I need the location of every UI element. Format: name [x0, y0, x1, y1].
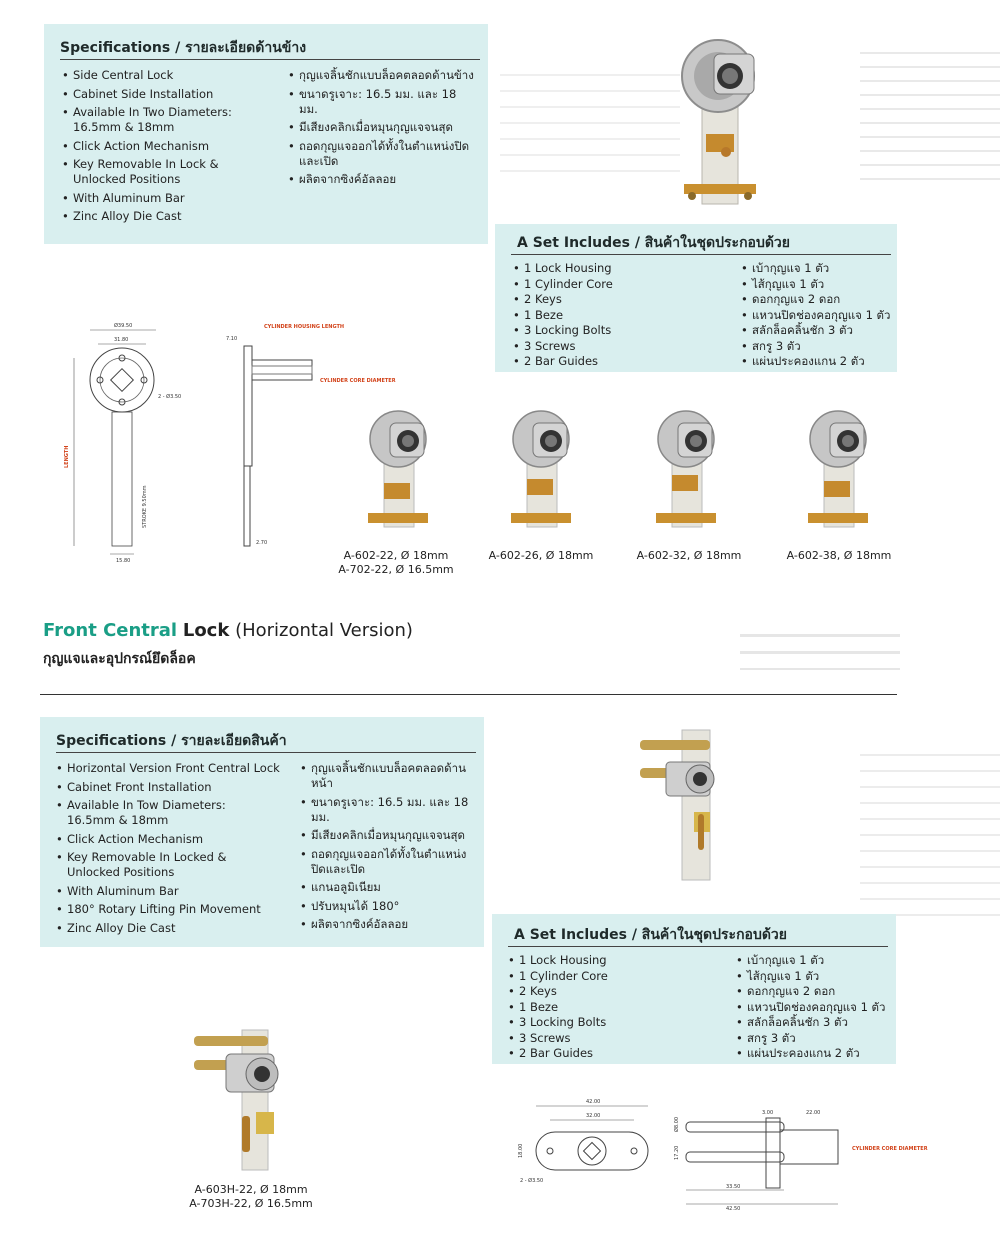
- dim-label: 7.10: [226, 336, 238, 342]
- dim-label: 2 - Ø3.50: [158, 394, 182, 400]
- product-code: A-602-22, Ø 18mm: [343, 549, 449, 562]
- side-lock-front-drawing: [60, 318, 182, 566]
- title-green: Front Central: [43, 620, 178, 641]
- front-lock-side-drawing: [666, 1104, 928, 1212]
- product-code: A-602-38, Ø 18mm: [786, 549, 892, 562]
- set-item: • ดอกกุญแจ 2 ดอก: [741, 293, 895, 305]
- title-bold: Lock: [182, 620, 230, 641]
- dim-label: STROKE 9.50mm: [142, 485, 148, 528]
- front-lock-specs-panel: [40, 717, 484, 947]
- dim-label: 33.50: [726, 1184, 741, 1190]
- dim-label: Ø39.50: [114, 323, 133, 329]
- spec-item: • ถอดกุญแจออกได้ทั้งในตำแหน่งปิดและเปิด: [288, 139, 478, 169]
- set-item: • แหวนปิดช่องคอกุญแจ 1 ตัว: [736, 1001, 894, 1013]
- set-item: • 1 Cylinder Core: [508, 970, 688, 982]
- dim-label: CYLINDER CORE DIAMETER: [320, 378, 396, 384]
- spec-item: • มีเสียงคลิกเมื่อหมุนกุญแจจนสุด: [300, 828, 480, 843]
- product-caption: [476, 549, 606, 563]
- product-caption: [774, 549, 904, 563]
- set-item: • 2 Bar Guides: [513, 355, 693, 367]
- side-lock-specs-en: [62, 68, 242, 228]
- front-lock-set-panel: [492, 914, 896, 1064]
- set-item: • 1 Cylinder Core: [513, 278, 693, 290]
- product-code: A-602-26, Ø 18mm: [488, 549, 594, 562]
- spec-item: • 180° Rotary Lifting Pin Movement: [56, 902, 286, 917]
- spec-item: • ขนาดรูเจาะ: 16.5 มม. และ 18 มม.: [300, 795, 480, 825]
- dim-label: 42.00: [586, 1099, 601, 1105]
- front-lock-specs-title: Specifications / รายละเอียดสินค้า: [56, 733, 287, 749]
- product-photo-a602-22: [360, 405, 440, 535]
- side-lock-specs-th: [288, 68, 478, 191]
- spec-item: • ถอดกุญแจออกได้ทั้งในตำแหน่งปิดและเปิด: [300, 847, 480, 877]
- set-item: • 1 Lock Housing: [513, 262, 693, 274]
- front-lock-photo-main: [630, 722, 730, 892]
- set-item: • สกรู 3 ตัว: [741, 340, 895, 352]
- product-code: A-702-22, Ø 16.5mm: [338, 563, 454, 576]
- bleed-through-text: [740, 620, 900, 670]
- set-item: • 3 Screws: [508, 1032, 688, 1044]
- set-item: • 2 Keys: [508, 985, 688, 997]
- product-caption: [624, 549, 754, 563]
- dim-label: Ø8.00: [674, 1116, 680, 1132]
- dim-label: 32.00: [586, 1113, 601, 1119]
- spec-item: • Horizontal Version Front Central Lock: [56, 761, 286, 776]
- front-lock-set-rule: [508, 946, 888, 947]
- side-lock-specs-title: Specifications / รายละเอียดด้านข้าง: [60, 40, 307, 56]
- spec-item: • Side Central Lock: [62, 68, 242, 83]
- set-item: • แผ่นประคองแกน 2 ตัว: [741, 355, 895, 367]
- front-lock-specs-en: [56, 761, 286, 939]
- front-lock-photo-secondary: [180, 1020, 300, 1180]
- set-item: • เบ้ากุญแจ 1 ตัว: [736, 954, 894, 966]
- set-item: • สลักล็อคลิ้นชัก 3 ตัว: [741, 324, 895, 336]
- spec-item: • Cabinet Side Installation: [62, 87, 242, 102]
- spec-item: • Available In Tow Diameters: 16.5mm & 18mm: [56, 798, 231, 828]
- bleed-through-text: [860, 740, 1000, 920]
- side-lock-set-th: [741, 262, 895, 371]
- set-item: • แหวนปิดช่องคอกุญแจ 1 ตัว: [741, 309, 895, 321]
- spec-item: • Key Removable In Lock & Unlocked Positions: [62, 157, 242, 187]
- side-lock-set-panel: [495, 224, 897, 372]
- dim-label: 3.00: [762, 1110, 774, 1116]
- side-lock-set-title: A Set Includes / สินค้าในชุดประกอบด้วย: [517, 235, 790, 251]
- dim-label: 15.80: [116, 558, 131, 564]
- set-item: • 1 Lock Housing: [508, 954, 688, 966]
- spec-item: • แกนอลูมิเนียม: [300, 880, 480, 895]
- side-lock-specs-panel: [44, 24, 488, 244]
- spec-item: • ปรับหมุนได้ 180°: [300, 899, 480, 914]
- set-item: • 2 Bar Guides: [508, 1047, 688, 1059]
- set-item: • 1 Beze: [508, 1001, 688, 1013]
- section-divider: [40, 694, 897, 695]
- side-lock-side-drawing: [220, 320, 396, 552]
- spec-item: • Key Removable In Locked & Unlocked Positions: [56, 850, 231, 880]
- front-lock-set-th: [736, 954, 894, 1063]
- product-code: A-703H-22, Ø 16.5mm: [189, 1197, 313, 1210]
- set-item: • สลักล็อคลิ้นชัก 3 ตัว: [736, 1016, 894, 1028]
- dim-label: 2.70: [256, 540, 268, 546]
- dim-label: CYLINDER HOUSING LENGTH: [264, 324, 345, 330]
- spec-item: • กุญแจลิ้นชักแบบล็อคตลอดด้านหน้า: [300, 761, 480, 791]
- set-item: • 1 Beze: [513, 309, 693, 321]
- front-lock-specs-th: [300, 761, 480, 936]
- spec-item: • ผลิตจากซิงค์อัลลอย: [288, 172, 478, 187]
- set-item: • ไส้กุญแจ 1 ตัว: [741, 278, 895, 290]
- product-photo-a602-26: [503, 405, 583, 535]
- set-item: • เบ้ากุญแจ 1 ตัว: [741, 262, 895, 274]
- product-photo-a602-38: [800, 405, 880, 535]
- front-lock-set-en: [508, 954, 688, 1063]
- title-rest: (Horizontal Version): [235, 620, 413, 641]
- set-item: • 3 Locking Bolts: [508, 1016, 688, 1028]
- front-lock-front-drawing: [516, 1096, 656, 1188]
- side-lock-photo-main: [670, 34, 770, 214]
- front-lock-specs-rule: [56, 752, 476, 753]
- spec-item: • Zinc Alloy Die Cast: [62, 209, 242, 224]
- dim-label: LENGTH: [64, 445, 70, 468]
- spec-item: • Cabinet Front Installation: [56, 780, 286, 795]
- spec-item: • ขนาดรูเจาะ: 16.5 มม. และ 18 มม.: [288, 87, 478, 117]
- spec-item: • Zinc Alloy Die Cast: [56, 921, 286, 936]
- front-lock-set-title: A Set Includes / สินค้าในชุดประกอบด้วย: [514, 927, 787, 943]
- dim-label: 18.00: [518, 1143, 524, 1158]
- front-lock-subtitle: กุญแจและอุปกรณ์ยึดล็อค: [43, 651, 196, 667]
- set-item: • ไส้กุญแจ 1 ตัว: [736, 970, 894, 982]
- dim-label: CYLINDER CORE DIAMETER: [852, 1146, 928, 1152]
- spec-item: • With Aluminum Bar: [56, 884, 286, 899]
- side-lock-set-en: [513, 262, 693, 371]
- product-caption: [326, 549, 466, 577]
- side-lock-specs-rule: [60, 59, 480, 60]
- product-photo-a602-32: [648, 405, 728, 535]
- side-lock-set-rule: [511, 254, 891, 255]
- spec-item: • Available In Two Diameters: 16.5mm & 18mm: [62, 105, 242, 135]
- spec-item: • Click Action Mechanism: [56, 832, 286, 847]
- front-lock-title: [43, 620, 413, 641]
- set-item: • 2 Keys: [513, 293, 693, 305]
- spec-item: • กุญแจลิ้นชักแบบล็อคตลอดด้านข้าง: [288, 68, 478, 83]
- set-item: • ดอกกุญแจ 2 ดอก: [736, 985, 894, 997]
- set-item: • 3 Locking Bolts: [513, 324, 693, 336]
- dim-label: 22.00: [806, 1110, 821, 1116]
- dim-label: 42.50: [726, 1206, 741, 1212]
- set-item: • แผ่นประคองแกน 2 ตัว: [736, 1047, 894, 1059]
- spec-item: • Click Action Mechanism: [62, 139, 242, 154]
- product-code: A-603H-22, Ø 18mm: [194, 1183, 308, 1196]
- product-code: A-602-32, Ø 18mm: [636, 549, 742, 562]
- bleed-through-text: [860, 40, 1000, 190]
- set-item: • สกรู 3 ตัว: [736, 1032, 894, 1044]
- bleed-through-text: [500, 60, 680, 180]
- spec-item: • มีเสียงคลิกเมื่อหมุนกุญแจจนสุด: [288, 120, 478, 135]
- dim-label: 31.80: [114, 337, 129, 343]
- spec-item: • With Aluminum Bar: [62, 191, 242, 206]
- set-item: • 3 Screws: [513, 340, 693, 352]
- dim-label: 2 - Ø3.50: [520, 1178, 544, 1184]
- spec-item: • ผลิตจากซิงค์อัลลอย: [300, 917, 480, 932]
- dim-label: 17.20: [674, 1145, 680, 1160]
- front-lock-product-caption: [176, 1183, 326, 1211]
